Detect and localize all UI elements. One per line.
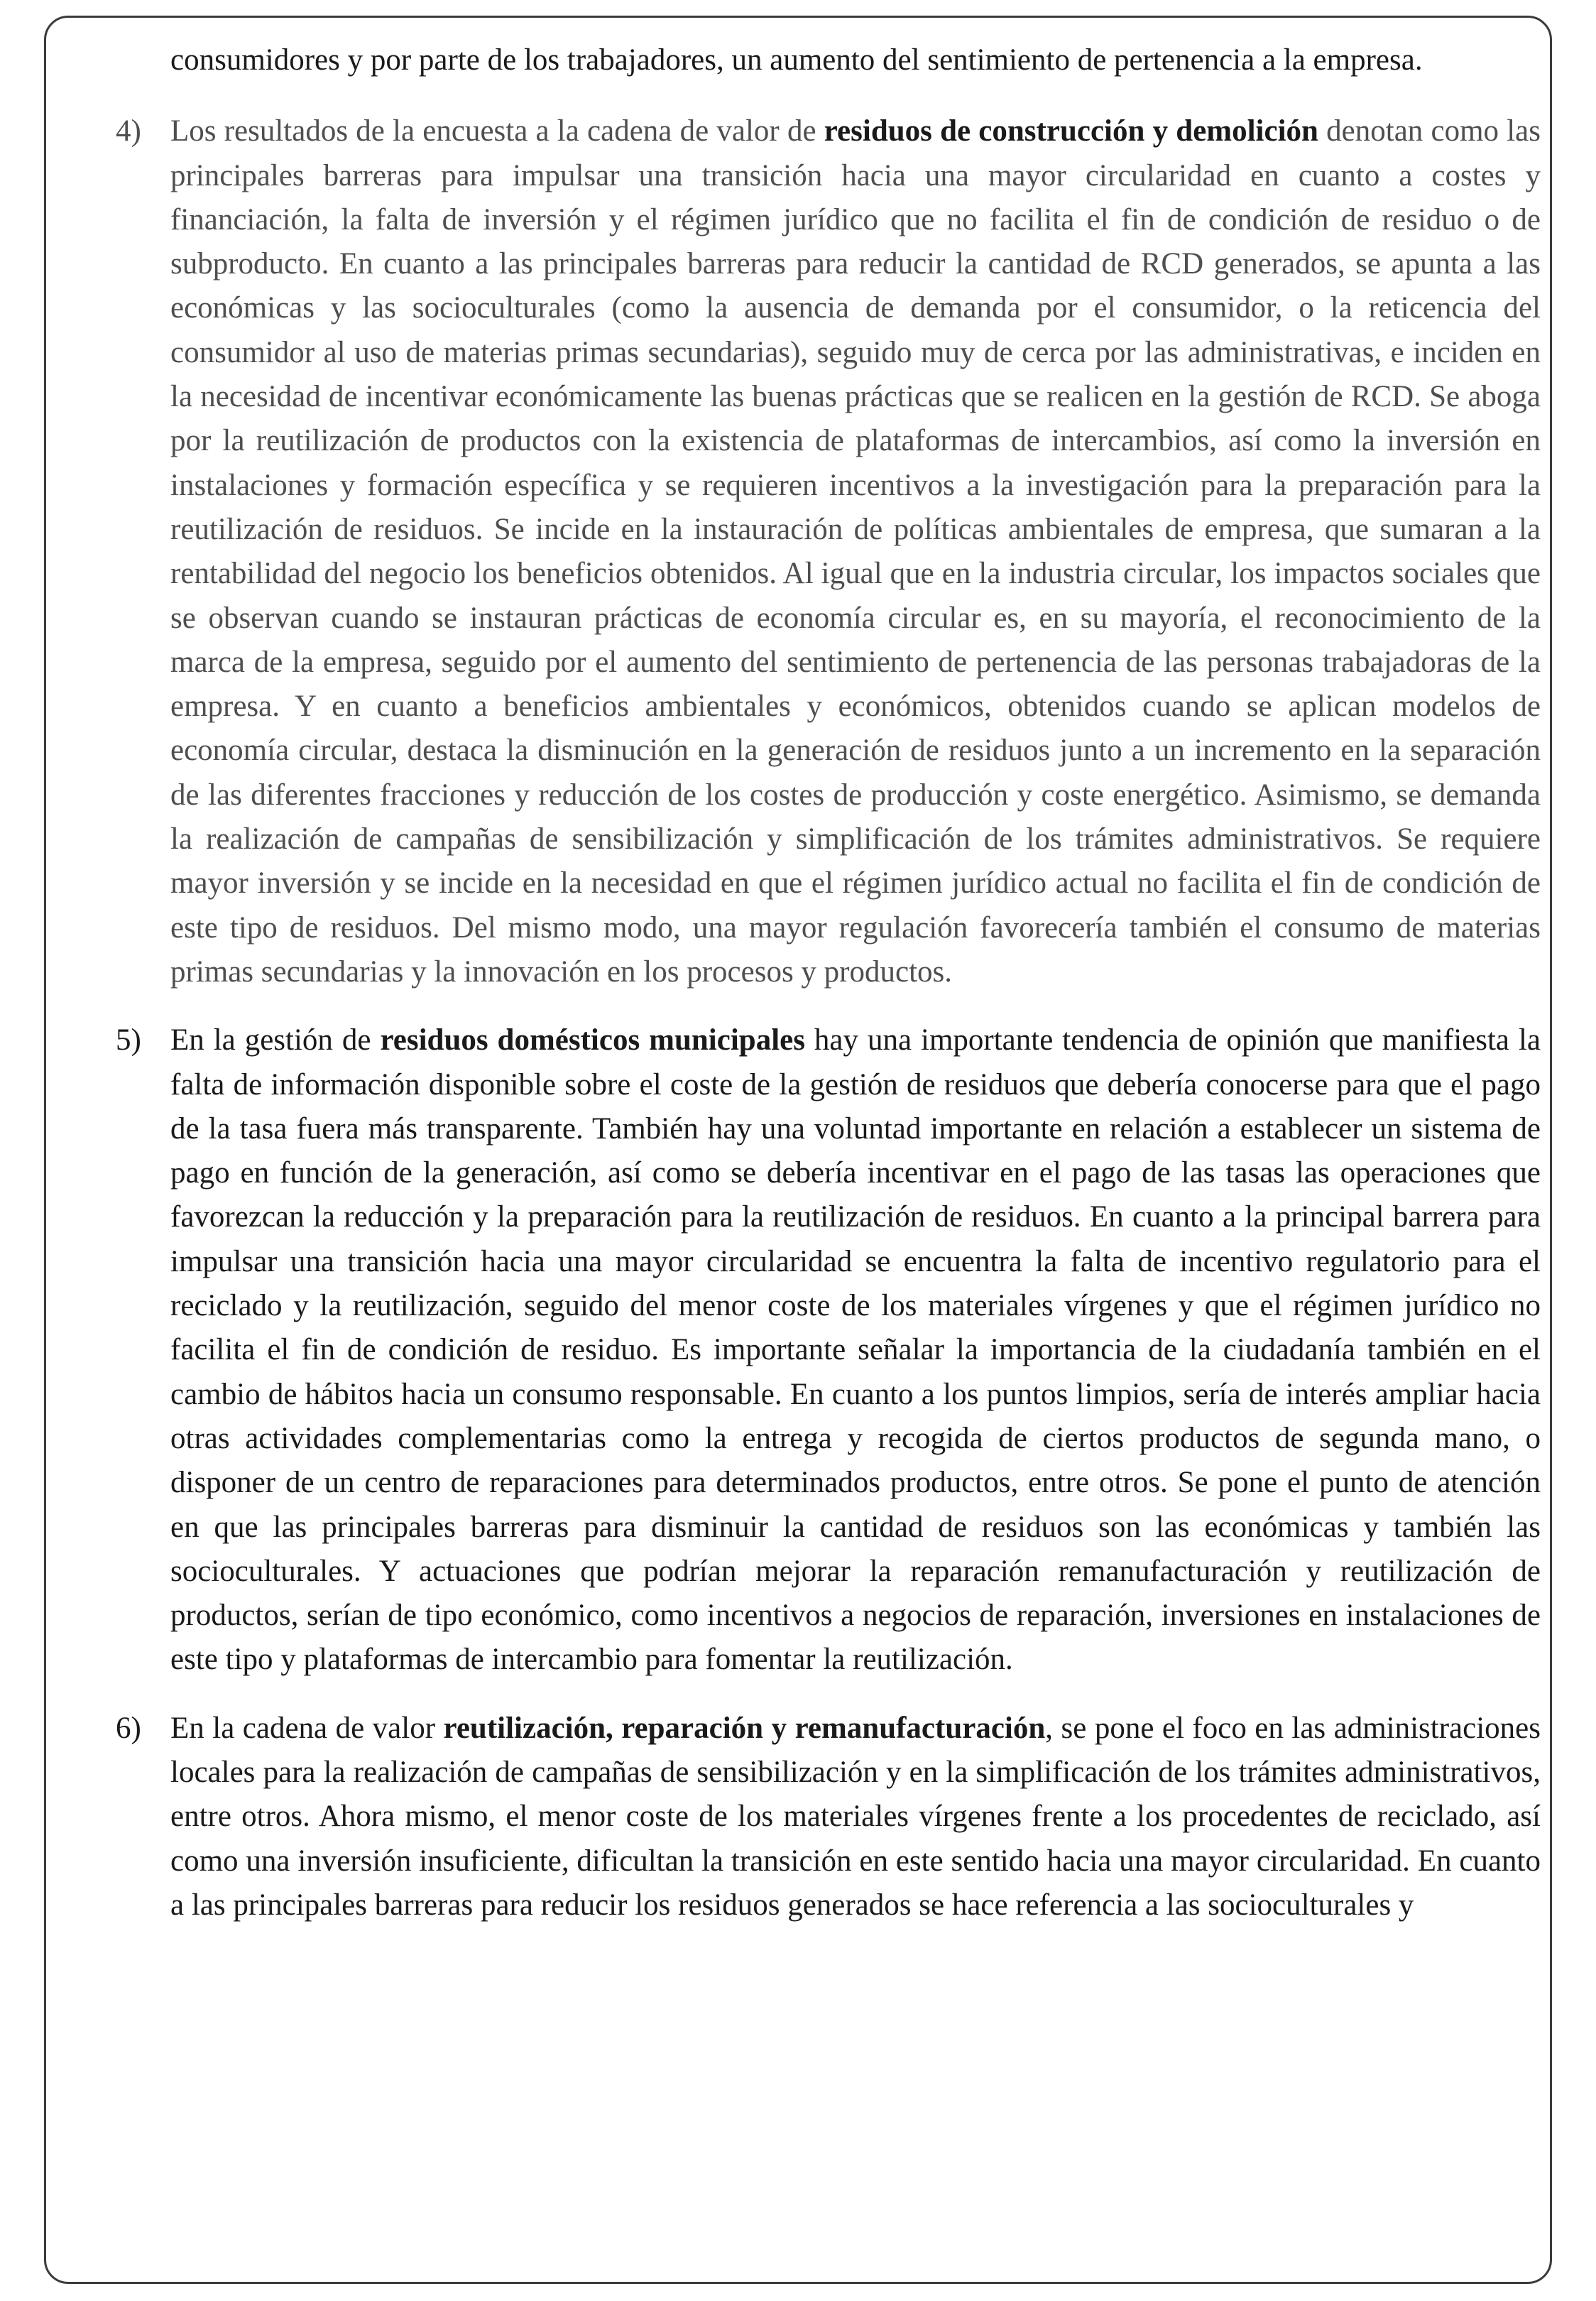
- list-item-text: Los resultados de la encuesta a la cadena de valor de residuos de construcción y demolición denotan como las principales barreras para impulsar una transición hacia una mayor circularidad en cuanto a costes y financiación, la falta de inversión y el régimen jurídico que no facilita el fin de condición de residuo o de subproducto. En cuanto a las principales barreras para reducir la cantidad de RCD generados, se apunta a las económicas y las socioculturales (como la ausencia de demanda por el consumidor, o la reticencia del consumidor al uso de materias primas secundarias), seguido muy de cerca por las administrativas, e inciden en la necesidad de incentivar económicamente las buenas prácticas que se realicen en la gestión de RCD. Se aboga por la reutilización de productos con la existencia de plataformas de intercambios, así como la inversión en instalaciones y formación específica y se requieren incentivos a la investigación para la preparación para la reutilización de residuos. Se incide en la instauración de políticas ambientales de empresa, que sumaran a la rentabilidad del negocio los beneficios obtenidos. Al igual que en la industria circular, los impactos sociales que se observan cuando se instauran prácticas de economía circular es, en su mayoría, el reconocimiento de la marca de la empresa, seguido por el aumento del sentimiento de pertenencia de las personas trabajadoras de la empresa. Y en cuanto a beneficios ambientales y económicos, obtenidos cuando se aplican modelos de economía circular, destaca la disminución en la generación de residuos junto a un incremento en la separación de las diferentes fracciones y reducción de los costes de producción y coste energético. Asimismo, se demanda la realización de campañas de sensibilización y simplificación de los trámites administrativos. Se requiere mayor inversión y se incide en la necesidad en que el régimen jurídico actual no facilita el fin de condición de este tipo de residuos. Del mismo modo, una mayor regulación favorecería también el consumo de materias primas secundarias y la innovación en los procesos y productos.: [170, 114, 1541, 989]
- document-body: [116, 38, 1541, 1952]
- list-number: 6): [116, 1711, 141, 1745]
- list-item-4: [116, 109, 1541, 994]
- bold-topic: reutilización, reparación y remanufacturación: [443, 1711, 1046, 1745]
- list-item-text: En la cadena de valor reutilización, reparación y remanufacturación, se pone el foco en las administraciones locales para la realización de campañas de sensibilización y en la simplificación de los trámites administrativos, entre otros. Ahora mismo, el menor coste de los materiales vírgenes frente a los procedentes de reciclado, así como una inversión insuficiente, dificultan la transición en este sentido hacia una mayor circularidad. En cuanto a las principales barreras para reducir los residuos generados se hace referencia a las socioculturales y: [170, 1711, 1541, 1922]
- bold-topic: residuos domésticos municipales: [380, 1023, 805, 1057]
- list-number: 4): [116, 114, 141, 148]
- list-number: 5): [116, 1023, 141, 1057]
- bold-topic: residuos de construcción y demolición: [824, 114, 1318, 148]
- continuation-paragraph: consumidores y por parte de los trabajadores, un aumento del sentimiento de pertenencia a la empresa.: [170, 43, 1423, 77]
- list-item-text: En la gestión de residuos domésticos municipales hay una importante tendencia de opinión que manifiesta la falta de información disponible sobre el coste de la gestión de residuos que debería conocerse para que el pago de la tasa fuera más transparente. También hay una voluntad importante en relación a establecer un sistema de pago en función de la generación, así como se debería incentivar en el pago de las tasas las operaciones que favorezcan la reducción y la preparación para la reutilización de residuos. En cuanto a la principal barrera para impulsar una transición hacia una mayor circularidad se encuentra la falta de incentivo regulatorio para el reciclado y la reutilización, seguido del menor coste de los materiales vírgenes y que el régimen jurídico no facilita el fin de condición de residuo. Es importante señalar la importancia de la ciudadanía también en el cambio de hábitos hacia un consumo responsable. En cuanto a los puntos limpios, sería de interés ampliar hacia otras actividades complementarias como la entrega y recogida de ciertos productos de segunda mano, o disponer de un centro de reparaciones para determinados productos, entre otros. Se pone el punto de atención en que las principales barreras para disminuir la cantidad de residuos son las económicas y también las socioculturales. Y actuaciones que podrían mejorar la reparación remanufacturación y reutilización de productos, serían de tipo económico, como incentivos a negocios de reparación, inversiones en instalaciones de este tipo y plataformas de intercambio para fomentar la reutilización.: [170, 1023, 1541, 1677]
- list-item-6: [116, 1707, 1541, 1927]
- list-item-5: [116, 1018, 1541, 1682]
